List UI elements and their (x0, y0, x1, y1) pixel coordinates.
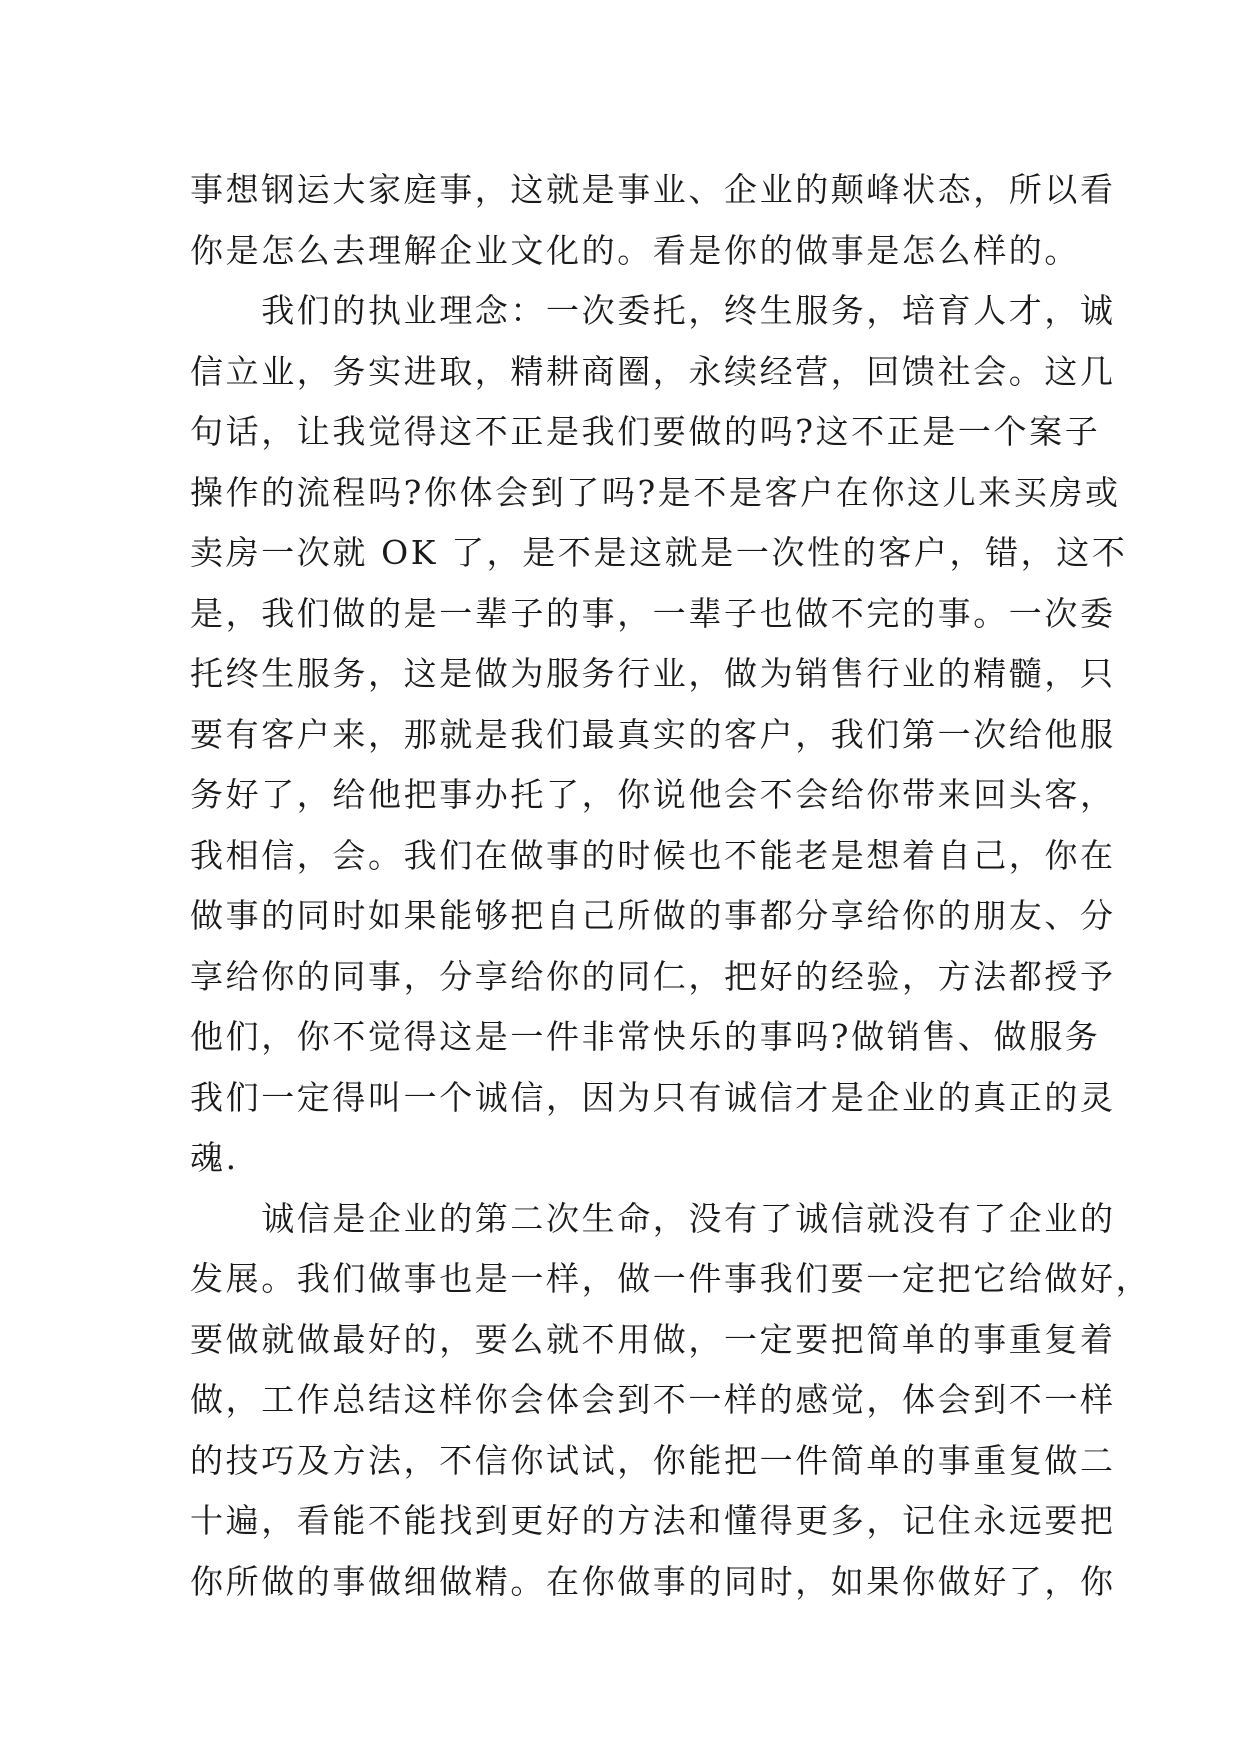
text-line: 你所做的事做细做精。在你做事的同时，如果你做好了，你 (190, 1561, 1116, 1601)
text-line: 做事的同时如果能够把自己所做的事都分享给你的朋友、分 (190, 896, 1116, 935)
text-line: 的技巧及方法，不信你试试，你能把一件简单的事重复做二 (190, 1440, 1116, 1480)
text-line: 诚信是企业的第二次生命，没有了诚信就没有了企业的 (190, 1198, 1116, 1238)
text-line: 句话，让我觉得这不正是我们要做的吗?这不正是一个案子 (190, 412, 1101, 451)
text-line: 托终生服务，这是做为服务行业，做为销售行业的精髓，只 (190, 654, 1116, 693)
text-line: 我们一定得叫一个诚信，因为只有诚信才是企业的真正的灵 (190, 1077, 1116, 1117)
text-line: 他们，你不觉得这是一件非常快乐的事吗?做销售、做服务 (190, 1017, 1101, 1056)
text-line: 我们的执业理念：一次委托，终生服务，培育人才，诚 (190, 291, 1116, 330)
text-line: 是，我们做的是一辈子的事，一辈子也做不完的事。一次委 (190, 593, 1116, 633)
text-line: 做，工作总结这样你会体会到不一样的感觉，体会到不一样 (190, 1380, 1116, 1419)
text-line: 享给你的同事，分享给你的同仁，把好的经验，方法都授予 (190, 956, 1116, 996)
text-line: 我相信，会。我们在做事的时候也不能老是想着自己，你在 (190, 835, 1116, 875)
text-line: 信立业，务实进取，精耕商圈，永续经营，回馈社会。这几 (190, 351, 1116, 391)
text-line: 务好了，给他把事办托了，你说他会不会给你带来回头客， (190, 775, 1116, 814)
text-line: 卖房一次就 OK 了，是不是这就是一次性的客户，错，这不 (190, 533, 1128, 572)
text-line: 魂. (190, 1138, 239, 1177)
text-line: 要有客户来，那就是我们最真实的客户，我们第一次给他服 (190, 714, 1116, 754)
text-line: 发展。我们做事也是一样，做一件事我们要一定把它给做好， (190, 1259, 1152, 1298)
text-line: 操作的流程吗?你体会到了吗?是不是客户在你这儿来买房或 (190, 472, 1121, 512)
text-line: 要做就做最好的，要么就不用做，一定要把简单的事重复着 (190, 1319, 1116, 1359)
text-line: 十遍，看能不能找到更好的方法和懂得更多，记住永远要把 (190, 1501, 1116, 1540)
document-page (190, 160, 1152, 1612)
text-line: 你是怎么去理解企业文化的。看是你的做事是怎么样的。 (190, 230, 1080, 270)
text-line: 事想钢运大家庭事，这就是事业、企业的颠峰状态，所以看 (190, 170, 1116, 209)
